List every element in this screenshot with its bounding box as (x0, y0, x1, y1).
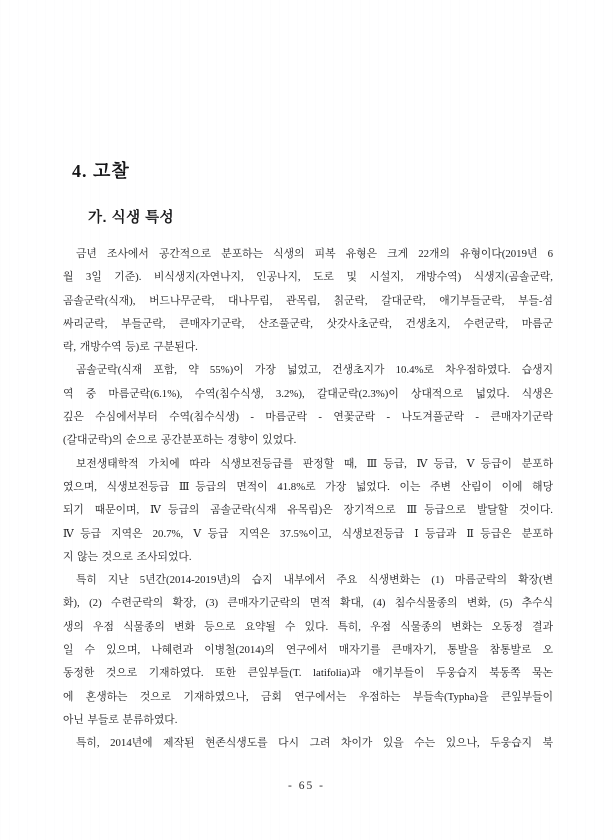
paragraph (63, 453, 553, 569)
paragraph (63, 243, 553, 359)
text-line: 에 혼생하는 것으로 기재하였으나, 금회 연구에서는 우점하는 부들속(Typha)을 큰잎부들이 (63, 690, 553, 703)
text-line: (갈대군락)의 순으로 공간분포하는 경향이 있었다. (63, 434, 297, 447)
text-line: 특히, 2014년에 제작된 현존식생도를 다시 그려 차이가 있을 수는 있으나, 두웅습지 북 (76, 737, 553, 750)
text-line: 아닌 부들로 분류하였다. (63, 713, 178, 726)
text-line: 일 수 있으며, 나혜련과 이병철(2014)의 연구에서 매자기를 큰매자기, 통발을 참통발로 오 (63, 644, 553, 657)
page-number: - 65 - (288, 780, 325, 792)
text-line: 되기 때문이며, Ⅳ등급의 곰솔군락(식재 유목림)은 장기적으로 Ⅲ등급으로 발달할 것이다. (63, 504, 553, 517)
paragraph (63, 732, 553, 755)
text-line: 곰솔군락(식재 포함, 약 55%)이 가장 넓었고, 건생초지가 10.4%로 차우점하였다. 습생지 (76, 364, 553, 377)
text-line: 곰솔군락(식재), 버드나무군락, 대나무림, 관목림, 칡군락, 갈대군락, 애기부들군락, 부들-섬 (63, 294, 553, 307)
section-title: 4. 고찰 (72, 161, 130, 181)
paragraph (63, 359, 553, 452)
text-line: 동정한 것으로 기재하였다. 또한 큰잎부들(T. latifolia)과 애기부들이 두웅습지 북동쪽 묵논 (63, 667, 553, 680)
text-line: 보전생태학적 가치에 따라 식생보전등급를 판정할 때, Ⅲ등급, Ⅳ등급, Ⅴ등급이 분포하 (76, 457, 553, 470)
body-text (63, 243, 553, 756)
subsection-title: 가. 식생 특성 (88, 210, 175, 226)
text-line: 지 않는 것으로 조사되었다. (63, 550, 192, 563)
text-line: Ⅳ등급 지역은 20.7%, Ⅴ등급 지역은 37.5%이고, 식생보전등급 Ⅰ등급과 Ⅱ등급은 분포하 (63, 527, 553, 540)
text-line: 락, 개방수역 등)로 구분된다. (63, 341, 198, 354)
text-line: 월 3일 기준). 비식생지(자연나지, 인공나지, 도로 및 시설지, 개방수역) 식생지(곰솔군락, (63, 271, 553, 284)
text-line: 였으며, 식생보전등급 Ⅲ등급의 면적이 41.8%로 가장 넓었다. 이는 주변 산림이 이에 해당 (63, 480, 553, 493)
text-line: 싸리군락, 부들군락, 큰매자기군락, 산조풀군락, 삿갓사초군락, 건생초지, 수련군락, 마름군 (63, 317, 553, 330)
paragraph (63, 569, 553, 732)
text-line: 화), (2) 수련군락의 확장, (3) 큰매자기군락의 면적 확대, (4) 침수식물종의 변화, (5) 추수식 (63, 597, 553, 610)
text-line: 역 중 마름군락(6.1%), 수역(침수식생, 3.2%), 갈대군락(2.3%)이 상대적으로 넓었다. 식생은 (63, 387, 553, 400)
text-line: 생의 우점 식물종의 변화 등으로 요약될 수 있다. 특히, 우점 식물종의 변화는 오동정 결과 (63, 620, 553, 633)
text-line: 깊은 수심에서부터 수역(침수식생) - 마름군락 - 연꽃군락 - 나도겨풀군락 - 큰매자기군락 (63, 411, 553, 424)
text-line: 금년 조사에서 공간적으로 분포하는 식생의 피복 유형은 크게 22개의 유형이다(2019년 6 (76, 248, 553, 260)
text-line: 특히 지난 5년간(2014-2019년)의 습지 내부에서 주요 식생변화는 (1) 마름군락의 확장(변 (76, 574, 553, 587)
